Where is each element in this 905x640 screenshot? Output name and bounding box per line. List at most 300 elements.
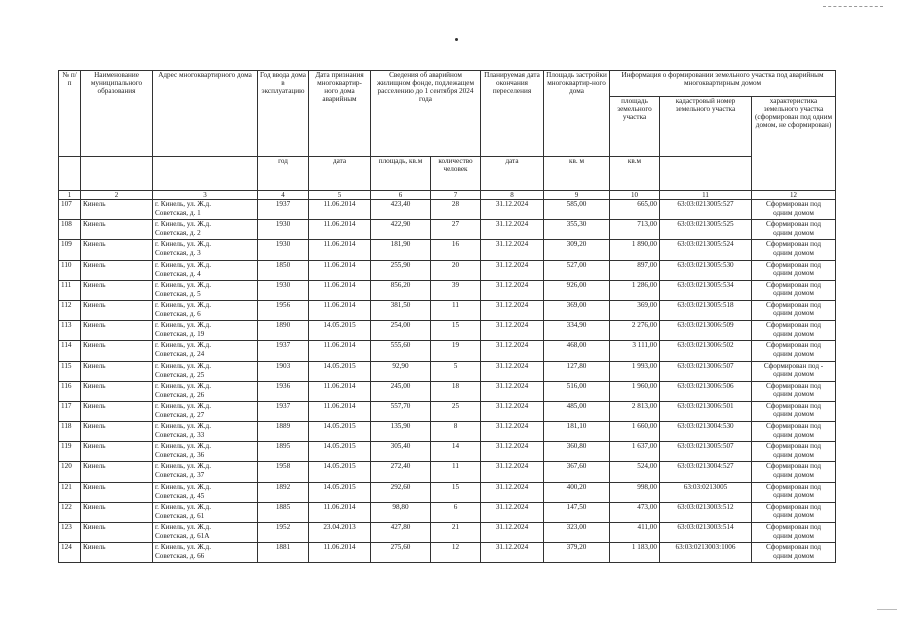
- row-number: 109: [59, 240, 81, 260]
- building-area: 516,00: [544, 381, 610, 401]
- land-area: 1 183,00: [610, 543, 660, 563]
- feature-line: Сформирован под: [765, 341, 822, 350]
- address: [153, 401, 258, 421]
- feature-line: одним домом: [773, 410, 814, 419]
- land-feature: [752, 280, 836, 300]
- row-number: 115: [59, 361, 81, 381]
- land-area: 3 111,00: [610, 341, 660, 361]
- building-area: 400,20: [544, 482, 610, 502]
- row-number: 112: [59, 300, 81, 320]
- cadastral-number: 63:03:0213003:512: [660, 502, 752, 522]
- people-count: 19: [431, 341, 481, 361]
- land-area: 665,00: [610, 200, 660, 220]
- year-built: 1889: [258, 422, 309, 442]
- header-municipality: Наименование муниципального образования: [81, 71, 153, 157]
- col-index: 6: [371, 191, 431, 200]
- municipality: Кинель: [81, 381, 153, 401]
- feature-line: Сформирован под: [765, 482, 822, 491]
- fund-area: 272,40: [371, 462, 431, 482]
- people-count: 28: [431, 200, 481, 220]
- emergency-date: 14.05.2015: [309, 422, 371, 442]
- year-built: 1892: [258, 482, 309, 502]
- fund-area: 135,90: [371, 422, 431, 442]
- feature-line: Сформирован под: [765, 462, 822, 471]
- fund-area: 555,60: [371, 341, 431, 361]
- unit-date: дата: [481, 157, 544, 191]
- address-line: г. Кинель, ул. Ж.д.: [155, 260, 212, 269]
- feature-line: Сформирован под: [765, 523, 822, 531]
- relocation-date: 31.12.2024: [481, 280, 544, 300]
- land-area: 369,00: [610, 300, 660, 320]
- building-area: 309,20: [544, 240, 610, 260]
- relocation-date: 31.12.2024: [481, 381, 544, 401]
- municipality: Кинель: [81, 220, 153, 240]
- land-area: 897,00: [610, 260, 660, 280]
- land-feature: [752, 300, 836, 320]
- address-line: Советская, д. 66: [155, 552, 205, 561]
- people-count: 20: [431, 260, 481, 280]
- cadastral-number: 63:03:0213006:502: [660, 341, 752, 361]
- municipality: Кинель: [81, 422, 153, 442]
- row-number: 121: [59, 482, 81, 502]
- year-built: 1937: [258, 401, 309, 421]
- header-year-built: Год ввода дома в эксплуатацию: [258, 71, 309, 157]
- row-number: 117: [59, 401, 81, 421]
- land-area: 998,00: [610, 482, 660, 502]
- year-built: 1958: [258, 462, 309, 482]
- address-line: г. Кинель, ул. Ж.д.: [155, 300, 212, 309]
- building-area: 585,00: [544, 200, 610, 220]
- table-row: [59, 401, 836, 421]
- address-line: Советская, д. 26: [155, 390, 205, 399]
- address-line: Советская, д. 24: [155, 350, 205, 359]
- register-table: [58, 70, 836, 563]
- relocation-date: 31.12.2024: [481, 502, 544, 522]
- col-index: 4: [258, 191, 309, 200]
- address-line: Советская, д. 25: [155, 370, 205, 379]
- table-row: [59, 280, 836, 300]
- row-number: 113: [59, 321, 81, 341]
- people-count: 16: [431, 240, 481, 260]
- relocation-date: 31.12.2024: [481, 240, 544, 260]
- building-area: 379,20: [544, 543, 610, 563]
- address-line: Советская, д. 37: [155, 471, 205, 480]
- fund-area: 557,70: [371, 401, 431, 421]
- year-built: 1956: [258, 300, 309, 320]
- land-feature: [752, 381, 836, 401]
- year-built: 1937: [258, 200, 309, 220]
- year-built: 1885: [258, 502, 309, 522]
- fund-area: 292,60: [371, 482, 431, 502]
- address: [153, 361, 258, 381]
- emergency-date: 14.05.2015: [309, 361, 371, 381]
- emergency-date: 14.05.2015: [309, 442, 371, 462]
- land-area: 2 813,00: [610, 401, 660, 421]
- land-feature: [752, 482, 836, 502]
- table-row: [59, 543, 836, 563]
- building-area: 527,00: [544, 260, 610, 280]
- cadastral-number: 63:03:0213006:509: [660, 321, 752, 341]
- row-number: 107: [59, 200, 81, 220]
- row-number: 118: [59, 422, 81, 442]
- relocation-date: 31.12.2024: [481, 361, 544, 381]
- address: [153, 502, 258, 522]
- address-line: Советская, д. 45: [155, 491, 205, 500]
- col-index: 10: [610, 191, 660, 200]
- address-line: Советская, д. 33: [155, 431, 205, 440]
- feature-line: одним домом: [773, 289, 814, 298]
- building-area: 181,10: [544, 422, 610, 442]
- row-number: 120: [59, 462, 81, 482]
- people-count: 18: [431, 381, 481, 401]
- address: [153, 260, 258, 280]
- emergency-date: 23.04.2013: [309, 523, 371, 543]
- address-line: Советская, д. 4: [155, 269, 201, 278]
- cadastral-number: 63:03:0213005: [660, 482, 752, 502]
- cadastral-number: 63:03:0213005:534: [660, 280, 752, 300]
- year-built: 1930: [258, 220, 309, 240]
- header-cadastral: кадастровый номер земельного участка: [660, 97, 752, 157]
- cadastral-number: 63:03:0213005:527: [660, 200, 752, 220]
- feature-line: одним домом: [773, 349, 814, 358]
- municipality: Кинель: [81, 401, 153, 421]
- relocation-date: 31.12.2024: [481, 442, 544, 462]
- land-feature: [752, 523, 836, 543]
- fund-area: 856,20: [371, 280, 431, 300]
- feature-line: одним домом: [773, 430, 814, 439]
- scan-edge-mark: [877, 609, 897, 610]
- land-area: 1 286,00: [610, 280, 660, 300]
- address: [153, 200, 258, 220]
- address-line: г. Кинель, ул. Ж.д.: [155, 280, 212, 289]
- row-number: 116: [59, 381, 81, 401]
- header-emergency-date: Дата признания многоквартир-ного дома аварийным: [309, 71, 371, 157]
- address-line: Советская, д. 6: [155, 309, 201, 318]
- land-feature: [752, 220, 836, 240]
- feature-line: Сформирован под: [765, 220, 822, 229]
- land-area: 2 276,00: [610, 321, 660, 341]
- municipality: Кинель: [81, 442, 153, 462]
- land-area: 411,00: [610, 523, 660, 543]
- municipality: Кинель: [81, 280, 153, 300]
- land-feature: [752, 200, 836, 220]
- emergency-date: 11.06.2014: [309, 240, 371, 260]
- building-area: 369,00: [544, 300, 610, 320]
- col-index: 1: [59, 191, 81, 200]
- cadastral-number: 63:03:0213003:514: [660, 523, 752, 543]
- land-feature: [752, 260, 836, 280]
- cadastral-number: 63:03:0213005:507: [660, 442, 752, 462]
- people-count: 25: [431, 401, 481, 421]
- people-count: 5: [431, 361, 481, 381]
- cadastral-number: 63:03:0213004:530: [660, 422, 752, 442]
- address-line: Советская, д. 61: [155, 511, 205, 520]
- address-line: Советская, д. 27: [155, 410, 205, 419]
- fund-area: 275,60: [371, 543, 431, 563]
- relocation-date: 31.12.2024: [481, 543, 544, 563]
- row-number: 119: [59, 442, 81, 462]
- people-count: 39: [431, 280, 481, 300]
- feature-line: одним домом: [773, 228, 814, 237]
- address-line: Советская, д. 1: [155, 209, 201, 217]
- address-line: г. Кинель, ул. Ж.д.: [155, 220, 212, 229]
- building-area: 355,30: [544, 220, 610, 240]
- relocation-date: 31.12.2024: [481, 220, 544, 240]
- people-count: 14: [431, 442, 481, 462]
- col-index: 8: [481, 191, 544, 200]
- feature-line: Сформирован под -: [763, 361, 824, 370]
- building-area: 334,90: [544, 321, 610, 341]
- header-land-area: площадь земельного участка: [610, 97, 660, 157]
- emergency-date: 11.06.2014: [309, 401, 371, 421]
- header-emergency-fund: Сведения об аварийном жилищном фонде, подлежащем расселению до 1 сентября 2024 года: [371, 71, 481, 157]
- land-feature: [752, 361, 836, 381]
- row-number: 114: [59, 341, 81, 361]
- year-built: 1881: [258, 543, 309, 563]
- land-area: 1 890,00: [610, 240, 660, 260]
- year-built: 1952: [258, 523, 309, 543]
- feature-line: одним домом: [773, 309, 814, 318]
- emergency-date: 11.06.2014: [309, 341, 371, 361]
- relocation-date: 31.12.2024: [481, 422, 544, 442]
- relocation-date: 31.12.2024: [481, 482, 544, 502]
- relocation-date: 31.12.2024: [481, 321, 544, 341]
- people-count: 11: [431, 462, 481, 482]
- emergency-date: 14.05.2015: [309, 321, 371, 341]
- year-built: 1850: [258, 260, 309, 280]
- address: [153, 422, 258, 442]
- col-index: 9: [544, 191, 610, 200]
- address-line: г. Кинель, ул. Ж.д.: [155, 341, 212, 350]
- year-built: 1895: [258, 442, 309, 462]
- land-area: 1 993,00: [610, 361, 660, 381]
- feature-line: Сформирован под: [765, 300, 822, 309]
- cadastral-number: 63:03:0213005:530: [660, 260, 752, 280]
- feature-line: Сформирован под: [765, 442, 822, 451]
- row-number: 124: [59, 543, 81, 563]
- year-built: 1936: [258, 381, 309, 401]
- building-area: 127,80: [544, 361, 610, 381]
- header-address: Адрес многоквартирного дома: [153, 71, 258, 157]
- land-feature: [752, 321, 836, 341]
- building-area: 147,50: [544, 502, 610, 522]
- emergency-date: 11.06.2014: [309, 220, 371, 240]
- header-land-feature: характеристика земельного участка (сформирован под одним домом, не сформирован): [752, 97, 836, 191]
- table-row: [59, 442, 836, 462]
- unit-date: дата: [309, 157, 371, 191]
- year-built: 1930: [258, 280, 309, 300]
- feature-line: одним домом: [773, 551, 814, 560]
- municipality: Кинель: [81, 502, 153, 522]
- feature-line: Сформирован под: [765, 280, 822, 289]
- fund-area: 254,00: [371, 321, 431, 341]
- col-index: 7: [431, 191, 481, 200]
- people-count: 11: [431, 300, 481, 320]
- building-area: 926,00: [544, 280, 610, 300]
- land-feature: [752, 341, 836, 361]
- feature-line: одним домом: [773, 491, 814, 500]
- address-line: Советская, д. 5: [155, 289, 201, 298]
- row-number: 111: [59, 280, 81, 300]
- table-row: [59, 341, 836, 361]
- cadastral-number: 63:03:0213005:518: [660, 300, 752, 320]
- municipality: Кинель: [81, 361, 153, 381]
- year-built: 1930: [258, 240, 309, 260]
- col-index: 5: [309, 191, 371, 200]
- table-row: [59, 321, 836, 341]
- feature-line: одним домом: [773, 450, 814, 459]
- header-relocation-date: Планируемая дата окончания переселения: [481, 71, 544, 157]
- municipality: Кинель: [81, 341, 153, 361]
- address-line: г. Кинель, ул. Ж.д.: [155, 523, 212, 531]
- feature-line: одним домом: [773, 531, 814, 540]
- emergency-date: 11.06.2014: [309, 260, 371, 280]
- municipality: Кинель: [81, 260, 153, 280]
- emergency-date: 11.06.2014: [309, 381, 371, 401]
- address: [153, 300, 258, 320]
- table-row: [59, 482, 836, 502]
- address-line: г. Кинель, ул. Ж.д.: [155, 543, 212, 552]
- feature-line: Сформирован под: [765, 502, 822, 511]
- building-area: 485,00: [544, 401, 610, 421]
- feature-line: Сформирован под: [765, 543, 822, 552]
- fund-area: 98,80: [371, 502, 431, 522]
- address-line: Советская, д. 2: [155, 229, 201, 238]
- building-area: 468,00: [544, 341, 610, 361]
- people-count: 15: [431, 321, 481, 341]
- table-row: [59, 220, 836, 240]
- relocation-date: 31.12.2024: [481, 300, 544, 320]
- header-number: № п/п: [59, 71, 81, 157]
- address: [153, 280, 258, 300]
- fund-area: 422,90: [371, 220, 431, 240]
- land-feature: [752, 442, 836, 462]
- col-index: 11: [660, 191, 752, 200]
- table-row: [59, 240, 836, 260]
- feature-line: Сформирован под: [765, 260, 822, 269]
- building-area: 323,00: [544, 523, 610, 543]
- address: [153, 462, 258, 482]
- table-row: [59, 502, 836, 522]
- address-line: г. Кинель, ул. Ж.д.: [155, 462, 212, 471]
- fund-area: 305,40: [371, 442, 431, 462]
- land-area: 524,00: [610, 462, 660, 482]
- fund-area: 245,00: [371, 381, 431, 401]
- feature-line: одним домом: [773, 208, 814, 217]
- fund-area: 381,50: [371, 300, 431, 320]
- land-feature: [752, 401, 836, 421]
- municipality: Кинель: [81, 523, 153, 543]
- table-row: [59, 422, 836, 442]
- col-index: 12: [752, 191, 836, 200]
- year-built: 1903: [258, 361, 309, 381]
- fund-area: 427,80: [371, 523, 431, 543]
- municipality: Кинель: [81, 200, 153, 220]
- cadastral-number: 63:03:0213006:501: [660, 401, 752, 421]
- address-line: Советская, д. 61А: [155, 532, 210, 540]
- address-line: г. Кинель, ул. Ж.д.: [155, 482, 212, 491]
- address-line: г. Кинель, ул. Ж.д.: [155, 502, 212, 511]
- feature-line: одним домом: [773, 248, 814, 257]
- people-count: 12: [431, 543, 481, 563]
- feature-line: одним домом: [773, 329, 814, 338]
- header-building-area: Площадь застройки многоквартир-ного дома: [544, 71, 610, 157]
- land-feature: [752, 502, 836, 522]
- address: [153, 321, 258, 341]
- cadastral-number: 63:03:0213004:527: [660, 462, 752, 482]
- feature-line: одним домом: [773, 269, 814, 278]
- municipality: Кинель: [81, 321, 153, 341]
- unit-year: год: [258, 157, 309, 191]
- address: [153, 523, 258, 543]
- feature-line: одним домом: [773, 390, 814, 399]
- address: [153, 482, 258, 502]
- unit-area: площадь, кв.м: [371, 157, 431, 191]
- address-line: г. Кинель, ул. Ж.д.: [155, 422, 212, 431]
- cadastral-number: 63:03:0213005:524: [660, 240, 752, 260]
- municipality: Кинель: [81, 482, 153, 502]
- unit-sqm: кв. м: [544, 157, 610, 191]
- table-row: [59, 300, 836, 320]
- land-area: 1 637,00: [610, 442, 660, 462]
- fund-area: 423,40: [371, 200, 431, 220]
- feature-line: Сформирован под: [765, 240, 822, 249]
- address-line: г. Кинель, ул. Ж.д.: [155, 200, 212, 208]
- emergency-date: 11.06.2014: [309, 280, 371, 300]
- cadastral-number: 63:03:0213003:1006: [660, 543, 752, 563]
- address-line: г. Кинель, ул. Ж.д.: [155, 361, 212, 370]
- relocation-date: 31.12.2024: [481, 341, 544, 361]
- people-count: 6: [431, 502, 481, 522]
- emergency-date: 11.06.2014: [309, 543, 371, 563]
- relocation-date: 31.12.2024: [481, 462, 544, 482]
- people-count: 15: [431, 482, 481, 502]
- cadastral-number: 63:03:0213006:506: [660, 381, 752, 401]
- building-area: 367,60: [544, 462, 610, 482]
- municipality: Кинель: [81, 462, 153, 482]
- address-line: Советская, д. 36: [155, 451, 205, 460]
- col-index: 2: [81, 191, 153, 200]
- address: [153, 442, 258, 462]
- scan-speck: [455, 38, 458, 41]
- feature-line: Сформирован под: [765, 422, 822, 431]
- address: [153, 240, 258, 260]
- table-row: [59, 260, 836, 280]
- address-line: г. Кинель, ул. Ж.д.: [155, 381, 212, 390]
- col-index: 3: [153, 191, 258, 200]
- relocation-date: 31.12.2024: [481, 200, 544, 220]
- emergency-date: 11.06.2014: [309, 300, 371, 320]
- people-count: 21: [431, 523, 481, 543]
- header-land-info: Информация о формировании земельного участка под аварийным многоквартирным домом: [610, 71, 836, 97]
- address-line: г. Кинель, ул. Ж.д.: [155, 401, 212, 410]
- land-feature: [752, 543, 836, 563]
- table-row: [59, 381, 836, 401]
- cadastral-number: 63:03:0213006:507: [660, 361, 752, 381]
- address: [153, 220, 258, 240]
- table-row: [59, 361, 836, 381]
- unit-sqm: кв.м: [610, 157, 660, 191]
- municipality: Кинель: [81, 300, 153, 320]
- row-number: 108: [59, 220, 81, 240]
- emergency-date: 14.05.2015: [309, 462, 371, 482]
- land-area: 713,00: [610, 220, 660, 240]
- feature-line: Сформирован под: [765, 321, 822, 330]
- building-area: 360,80: [544, 442, 610, 462]
- address: [153, 381, 258, 401]
- fund-area: 92,90: [371, 361, 431, 381]
- address-line: Советская, д. 3: [155, 249, 201, 258]
